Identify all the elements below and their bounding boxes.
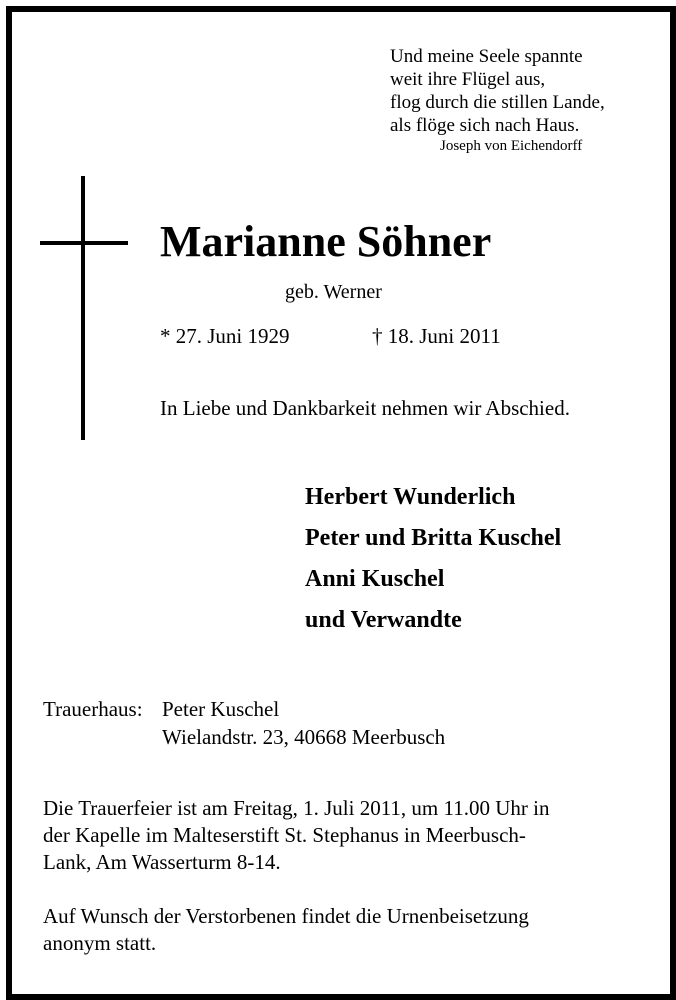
mourning-house-address: Wielandstr. 23, 40668 Meerbusch bbox=[162, 725, 446, 749]
ceremony-line: der Kapelle im Malteserstift St. Stephanus in Meerbusch- bbox=[43, 823, 526, 847]
poem-line: weit ihre Flügel aus, bbox=[390, 69, 546, 90]
poem bbox=[390, 45, 605, 137]
mourning-house-name: Peter Kuschel bbox=[162, 697, 280, 721]
farewell-text: In Liebe und Dankbarkeit nehmen wir Abschied. bbox=[160, 396, 570, 420]
poem-line: als flöge sich nach Haus. bbox=[390, 115, 580, 136]
birth-name: geb. Werner bbox=[285, 281, 382, 303]
birth-date: * 27. Juni 1929 bbox=[160, 324, 290, 348]
mourner: Herbert Wunderlich bbox=[305, 484, 516, 510]
mourning-house-label: Trauerhaus: bbox=[43, 697, 143, 721]
urn-notice-line: Auf Wunsch der Verstorbenen findet die Urnenbeisetzung bbox=[43, 904, 529, 928]
mourners-list bbox=[305, 477, 561, 641]
cross-icon bbox=[81, 176, 85, 440]
urn-notice-line: anonym statt. bbox=[43, 931, 157, 955]
mourner: und Verwandte bbox=[305, 607, 462, 633]
cross-icon-bar bbox=[40, 241, 128, 245]
poem-author: Joseph von Eichendorff bbox=[440, 138, 583, 154]
death-date: † 18. Juni 2011 bbox=[372, 324, 501, 348]
urn-notice bbox=[43, 903, 529, 957]
ceremony-line: Die Trauerfeier ist am Freitag, 1. Juli 2011, um 11.00 Uhr in bbox=[43, 796, 550, 820]
deceased-name: Marianne Söhner bbox=[160, 217, 492, 266]
ceremony-line: Lank, Am Wasserturm 8-14. bbox=[43, 850, 281, 874]
poem-line: Und meine Seele spannte bbox=[390, 46, 583, 67]
mourner: Anni Kuschel bbox=[305, 566, 445, 592]
poem-line: flog durch die stillen Lande, bbox=[390, 92, 605, 113]
ceremony-text bbox=[43, 795, 549, 876]
mourner: Peter und Britta Kuschel bbox=[305, 525, 562, 551]
